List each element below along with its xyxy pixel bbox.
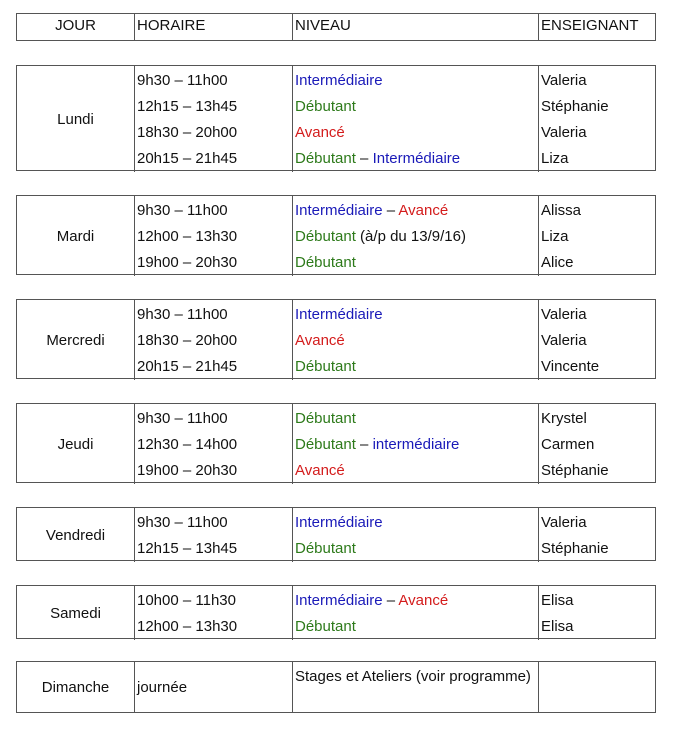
level-label: Débutant: [295, 228, 356, 245]
level-entry: [295, 146, 538, 172]
time-slot: 12h00 – 13h30: [137, 228, 238, 245]
level-separator: –: [355, 150, 373, 167]
time-cell: journée: [135, 662, 293, 712]
level-label: Avancé: [295, 332, 345, 349]
time-column: [135, 196, 293, 276]
teacher-name: Carmen: [541, 436, 595, 453]
level-label: Débutant: [295, 254, 356, 271]
level-entry: [295, 198, 538, 224]
level-entry: [295, 510, 538, 536]
teacher-name: Elisa: [541, 618, 574, 635]
teacher-name: Valeria: [541, 124, 587, 141]
teacher-name: Stéphanie: [541, 98, 609, 115]
time-slot: 19h00 – 20h30: [137, 254, 238, 271]
teacher-column: [539, 586, 655, 640]
day-name: Samedi: [17, 586, 135, 640]
level-note: (à/p du 13/9/16): [355, 228, 466, 245]
level-column: [293, 586, 539, 640]
teacher-name: Valeria: [541, 332, 587, 349]
time-slot: 9h30 – 11h00: [137, 72, 228, 89]
day-block-3: [16, 403, 656, 483]
teacher-name: Elisa: [541, 592, 574, 609]
level-entry: [295, 458, 538, 484]
level-label: intermédiaire: [372, 436, 460, 453]
level-label: Avancé: [398, 592, 449, 609]
day-name: Jeudi: [17, 404, 135, 484]
teacher-name: Alice: [541, 254, 574, 271]
teacher-name: Liza: [541, 228, 569, 245]
level-label: Débutant: [295, 98, 356, 115]
teacher-column: [539, 404, 655, 484]
teacher-name: Vincente: [541, 358, 600, 375]
level-entry: [295, 94, 538, 120]
day-block-1: [16, 195, 656, 275]
level-entry: [295, 588, 538, 614]
time-slot: 9h30 – 11h00: [137, 514, 228, 531]
level-entry: [295, 328, 538, 354]
time-column: [135, 508, 293, 562]
level-column: [293, 508, 539, 562]
level-label: Intermédiaire: [372, 150, 461, 167]
level-separator: –: [382, 592, 399, 609]
level-label: Intermédiaire: [295, 514, 383, 531]
level-column: [293, 404, 539, 484]
teacher-name: Krystel: [541, 410, 587, 427]
day-name: Dimanche: [17, 662, 135, 712]
level-label: Intermédiaire: [295, 72, 383, 89]
day-name: Lundi: [17, 66, 135, 172]
time-slot: 18h30 – 20h00: [137, 332, 238, 349]
level-column: [293, 66, 539, 172]
time-column: [135, 586, 293, 640]
level-entry: [295, 302, 538, 328]
level-label: Débutant: [295, 618, 356, 635]
time-slot: 19h00 – 20h30: [137, 462, 238, 479]
day-block-4: [16, 507, 656, 561]
teacher-cell: [539, 662, 655, 712]
level-entry: [295, 68, 538, 94]
day-block-dimanche: [16, 661, 656, 713]
teacher-name: Stéphanie: [541, 462, 609, 479]
level-label: Intermédiaire: [295, 202, 383, 219]
level-entry: [295, 536, 538, 562]
teacher-column: [539, 66, 655, 172]
teacher-column: [539, 196, 655, 276]
teacher-name: Stéphanie: [541, 540, 609, 557]
level-label: Intermédiaire: [295, 306, 383, 323]
teacher-name: Valeria: [541, 72, 587, 89]
teacher-column: [539, 300, 655, 380]
time-slot: 18h30 – 20h00: [137, 124, 238, 141]
time-slot: 12h15 – 13h45: [137, 540, 238, 557]
time-slot: 9h30 – 11h00: [137, 306, 228, 323]
day-block-2: [16, 299, 656, 379]
level-label: Débutant: [295, 410, 356, 427]
level-entry: [295, 250, 538, 276]
level-label: Débutant: [295, 540, 356, 557]
level-entry: [295, 432, 538, 458]
level-entry: [295, 614, 538, 640]
level-entry: [295, 406, 538, 432]
level-label: Avancé: [295, 462, 345, 479]
header-jour: JOUR: [17, 14, 135, 40]
teacher-name: Valeria: [541, 514, 587, 531]
level-label: Débutant: [295, 358, 356, 375]
level-label: Intermédiaire: [295, 592, 383, 609]
level-column: [293, 300, 539, 380]
level-label: Avancé: [398, 202, 449, 219]
teacher-column: [539, 508, 655, 562]
level-entry: [295, 224, 538, 250]
time-slot: 20h15 – 21h45: [137, 150, 238, 167]
teacher-name: Liza: [541, 150, 569, 167]
teacher-name: Valeria: [541, 306, 587, 323]
time-column: [135, 66, 293, 172]
time-slot: 10h00 – 11h30: [137, 592, 236, 609]
header-enseignant: ENSEIGNANT: [541, 17, 639, 34]
header-horaire: HORAIRE: [135, 14, 293, 40]
day-name: Vendredi: [17, 508, 135, 562]
time-slot: 9h30 – 11h00: [137, 202, 228, 219]
teacher-name: Alissa: [541, 202, 582, 219]
day-name: Mercredi: [17, 300, 135, 380]
level-entry: [295, 354, 538, 380]
level-entry: [295, 120, 538, 146]
level-column: [293, 196, 539, 276]
time-column: [135, 300, 293, 380]
time-slot: 12h00 – 13h30: [137, 618, 238, 635]
level-label: Débutant: [295, 150, 356, 167]
time-column: [135, 404, 293, 484]
time-slot: 20h15 – 21h45: [137, 358, 238, 375]
day-block-5: [16, 585, 656, 639]
level-label: Débutant: [295, 436, 356, 453]
level-separator: –: [355, 436, 373, 453]
time-slot: 12h15 – 13h45: [137, 98, 238, 115]
day-name: Mardi: [17, 196, 135, 276]
time-slot: 12h30 – 14h00: [137, 436, 238, 453]
level-cell: Stages et Ateliers (voir programme): [293, 662, 539, 712]
header-niveau: NIVEAU: [293, 14, 539, 40]
level-label: Avancé: [295, 124, 345, 141]
header-row: [16, 13, 656, 41]
day-block-0: [16, 65, 656, 171]
level-separator: –: [382, 202, 399, 219]
time-slot: 9h30 – 11h00: [137, 410, 228, 427]
